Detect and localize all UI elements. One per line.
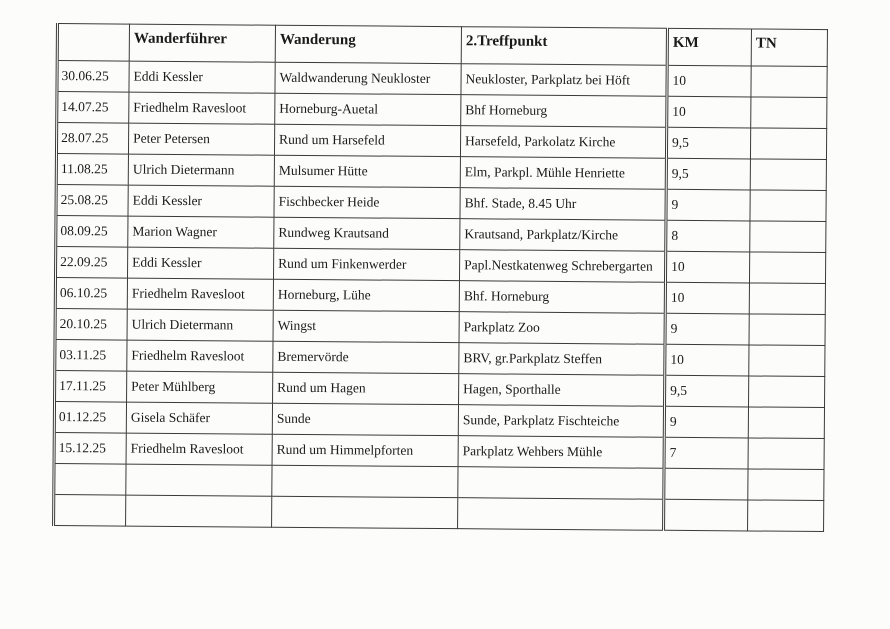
cell-meeting-point: Harsefeld, Parkolatz Kirche bbox=[460, 126, 666, 159]
cell-meeting-point: Elm, Parkpl. Mühle Henriette bbox=[460, 157, 666, 190]
cell-hike: Sunde bbox=[272, 403, 458, 435]
header-hike: Wanderung bbox=[275, 25, 461, 63]
cell-participants bbox=[749, 345, 825, 377]
cell-hike: Rund um Hagen bbox=[273, 372, 459, 404]
cell-hike bbox=[272, 496, 458, 528]
cell-date: 22.09.25 bbox=[56, 247, 128, 279]
cell-km: 9 bbox=[664, 406, 748, 438]
cell-guide: Ulrich Dietermann bbox=[127, 309, 273, 341]
cell-hike: Rundweg Krautsand bbox=[274, 217, 460, 249]
cell-hike: Horneburg, Lühe bbox=[273, 279, 459, 311]
cell-meeting-point bbox=[458, 498, 664, 531]
cell-participants bbox=[749, 283, 825, 315]
cell-hike: Mulsumer Hütte bbox=[274, 155, 460, 187]
cell-participants bbox=[750, 128, 826, 160]
cell-guide: Peter Petersen bbox=[128, 123, 274, 155]
cell-km: 9 bbox=[665, 313, 749, 345]
cell-hike: Waldwanderung Neukloster bbox=[275, 62, 461, 94]
cell-meeting-point: Bhf. Stade, 8.45 Uhr bbox=[460, 188, 666, 221]
cell-hike: Horneburg-Auetal bbox=[275, 93, 461, 125]
cell-date: 08.09.25 bbox=[56, 216, 128, 248]
cell-date: 06.10.25 bbox=[55, 278, 127, 310]
cell-meeting-point: BRV, gr.Parkplatz Steffen bbox=[459, 343, 665, 376]
cell-date: 20.10.25 bbox=[55, 309, 127, 341]
cell-km: 9,5 bbox=[665, 375, 749, 407]
cell-km bbox=[664, 499, 748, 531]
cell-guide: Marion Wagner bbox=[128, 216, 274, 248]
schedule-table-wrapper bbox=[52, 23, 826, 532]
cell-date: 15.12.25 bbox=[54, 432, 126, 464]
cell-participants bbox=[749, 252, 825, 284]
cell-hike: Rund um Harsefeld bbox=[274, 124, 460, 156]
cell-hike: Rund um Finkenwerder bbox=[273, 248, 459, 280]
cell-meeting-point: Krautsand, Parkplatz/Kirche bbox=[460, 219, 666, 252]
cell-meeting-point: Sunde, Parkplatz Fischteiche bbox=[458, 405, 664, 438]
cell-date: 03.11.25 bbox=[55, 340, 127, 372]
cell-date: 25.08.25 bbox=[56, 185, 128, 217]
header-km: KM bbox=[667, 28, 751, 66]
cell-guide: Eddi Kessler bbox=[128, 185, 274, 217]
cell-meeting-point bbox=[458, 467, 664, 500]
cell-participants bbox=[750, 159, 826, 191]
cell-participants bbox=[748, 407, 824, 439]
header-row bbox=[57, 24, 827, 67]
header-guide: Wanderführer bbox=[129, 24, 275, 62]
cell-participants bbox=[749, 376, 825, 408]
cell-guide: Friedhelm Ravesloot bbox=[127, 340, 273, 372]
cell-km: 9 bbox=[666, 189, 750, 221]
cell-guide: Eddi Kessler bbox=[127, 247, 273, 279]
cell-meeting-point: Bhf. Horneburg bbox=[459, 281, 665, 314]
cell-meeting-point: Parkplatz Wehbers Mühle bbox=[458, 436, 664, 469]
cell-meeting-point: Papl.Nestkatenweg Schrebergarten bbox=[459, 250, 665, 283]
cell-participants bbox=[748, 438, 824, 470]
cell-hike: Fischbecker Heide bbox=[274, 186, 460, 218]
cell-participants bbox=[751, 66, 827, 98]
header-meeting-point: 2.Treffpunkt bbox=[461, 27, 667, 66]
cell-meeting-point: Parkplatz Zoo bbox=[459, 312, 665, 345]
cell-guide: Friedhelm Ravesloot bbox=[127, 278, 273, 310]
cell-km: 10 bbox=[665, 344, 749, 376]
cell-guide: Friedhelm Ravesloot bbox=[129, 92, 275, 124]
cell-guide: Friedhelm Ravesloot bbox=[126, 433, 272, 465]
cell-meeting-point: Bhf Horneburg bbox=[461, 95, 667, 128]
table-body bbox=[54, 61, 828, 532]
cell-date: 11.08.25 bbox=[56, 154, 128, 186]
cell-km: 7 bbox=[664, 437, 748, 469]
cell-date: 30.06.25 bbox=[57, 61, 129, 93]
cell-date bbox=[54, 494, 126, 526]
cell-guide: Eddi Kessler bbox=[129, 61, 275, 93]
cell-hike: Wingst bbox=[273, 310, 459, 342]
cell-km: 10 bbox=[665, 251, 749, 283]
table-row bbox=[54, 494, 824, 531]
header-participants: TN bbox=[751, 29, 827, 67]
cell-participants bbox=[750, 221, 826, 253]
cell-date bbox=[54, 463, 126, 495]
cell-guide: Peter Mühlberg bbox=[127, 371, 273, 403]
cell-km: 9,5 bbox=[666, 158, 750, 190]
cell-date: 14.07.25 bbox=[57, 92, 129, 124]
cell-km: 10 bbox=[667, 65, 751, 97]
cell-participants bbox=[748, 500, 824, 532]
cell-guide bbox=[126, 495, 272, 527]
cell-date: 01.12.25 bbox=[54, 402, 126, 434]
cell-km: 9,5 bbox=[666, 127, 750, 159]
cell-guide: Ulrich Dietermann bbox=[128, 154, 274, 186]
cell-km bbox=[664, 468, 748, 500]
cell-guide bbox=[126, 464, 272, 496]
cell-hike bbox=[272, 465, 458, 497]
cell-hike: Bremervörde bbox=[273, 341, 459, 373]
cell-participants bbox=[748, 469, 824, 501]
cell-date: 28.07.25 bbox=[56, 123, 128, 155]
cell-km: 10 bbox=[665, 282, 749, 314]
cell-date: 17.11.25 bbox=[55, 371, 127, 403]
cell-km: 8 bbox=[666, 220, 750, 252]
hiking-schedule-table bbox=[52, 23, 828, 532]
cell-hike: Rund um Himmelpforten bbox=[272, 434, 458, 466]
cell-km: 10 bbox=[667, 96, 751, 128]
cell-meeting-point: Neukloster, Parkplatz bei Höft bbox=[461, 64, 667, 97]
cell-guide: Gisela Schäfer bbox=[126, 402, 272, 434]
cell-participants bbox=[750, 190, 826, 222]
cell-participants bbox=[751, 97, 827, 129]
cell-meeting-point: Hagen, Sporthalle bbox=[459, 374, 665, 407]
cell-participants bbox=[749, 314, 825, 346]
header-date bbox=[57, 24, 129, 62]
